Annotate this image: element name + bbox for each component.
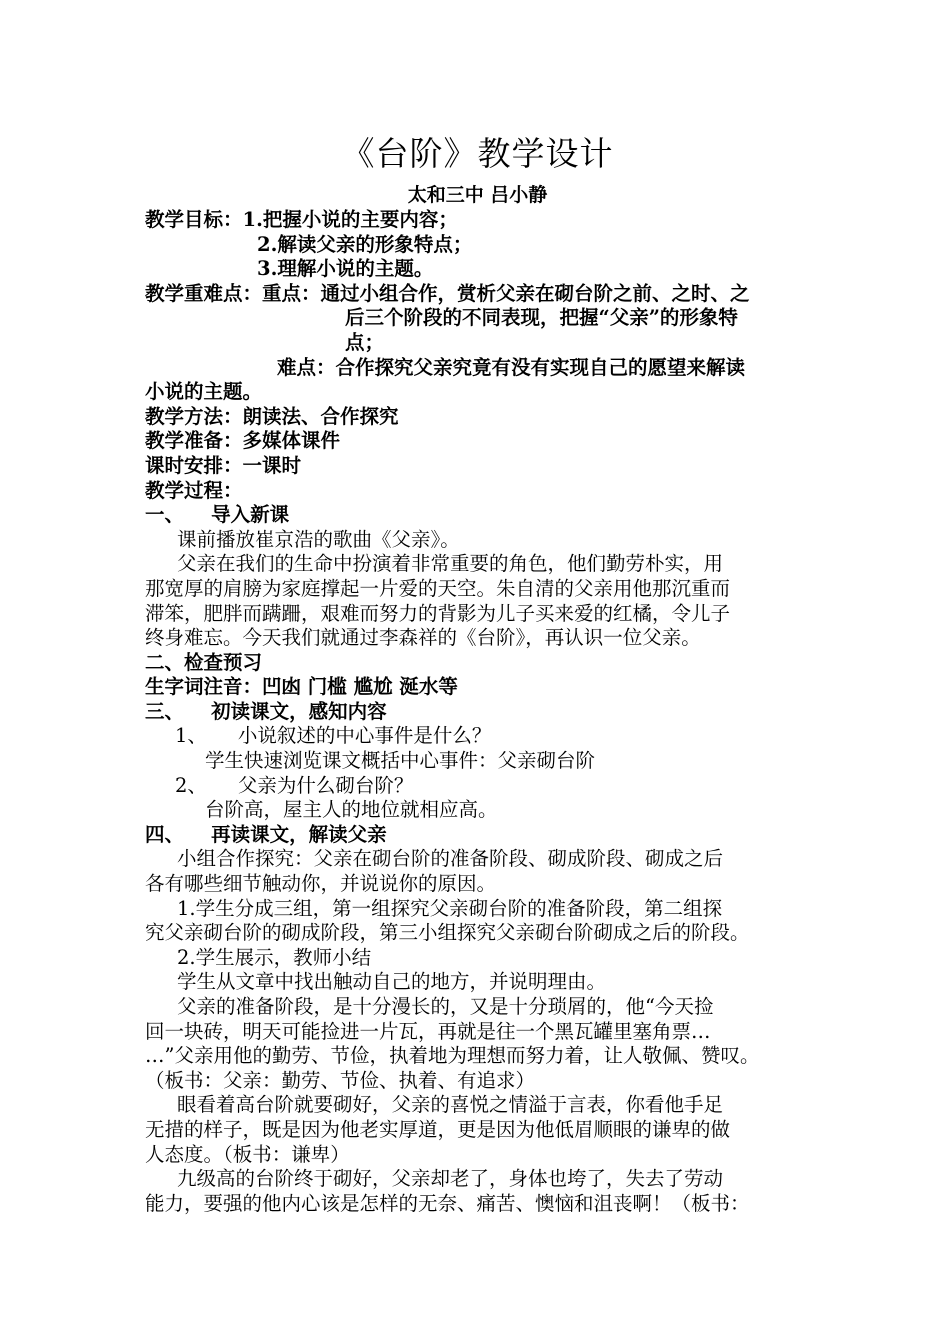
keypoints-label: 教学重难点： <box>145 281 263 305</box>
keypoint-text-2: 后三个阶段的不同表现，把握“父亲”的形象特 <box>345 306 738 330</box>
section-1-title: 一、 导入新课 <box>145 503 290 527</box>
section-4-paragraph-7-line-2: 能力，要强的他内心该是怎样的无奈、痛苦、懊恼和沮丧啊！（板书： <box>145 1191 750 1215</box>
section-4-paragraph-1-line-1: 小组合作探究：父亲在砌台阶的准备阶段、砌成阶段、砌成之后 <box>177 847 724 871</box>
section-2-text: 生字词注音：凹凼 门槛 尴尬 涎水等 <box>145 675 458 699</box>
section-4-paragraph-5-line-3: …”父亲用他的勤劳、节俭，执着地为理想而努力着，让人敬佩、赞叹。 <box>145 1044 760 1068</box>
objective-2: 2.解读父亲的形象特点； <box>257 232 473 256</box>
section-4-paragraph-1-line-2: 各有哪些细节触动你，并说说你的原因。 <box>145 872 497 896</box>
teaching-preparation: 教学准备：多媒体课件 <box>145 429 341 453</box>
section-1-paragraph-1: 课前播放崔京浩的歌曲《父亲》。 <box>177 527 460 551</box>
document-page <box>145 120 810 1216</box>
class-schedule: 课时安排：一课时 <box>145 453 302 477</box>
objective-3: 3.理解小说的主题。 <box>257 257 434 281</box>
section-4-paragraph-7-line-1: 九级高的台阶终于砌好，父亲却老了，身体也垮了，失去了劳动 <box>177 1167 724 1191</box>
teaching-method: 教学方法：朗读法、合作探究 <box>145 404 399 428</box>
section-4-paragraph-5-line-2: 回一块砖，明天可能捡进一片瓦，再就是往一个黑瓦罐里塞角票… <box>145 1019 711 1043</box>
section-4-paragraph-5-line-1: 父亲的准备阶段，是十分漫长的，又是十分琐屑的，他“今天捡 <box>177 995 714 1018</box>
section-4-paragraph-4: 学生从文章中找出触动自己的地方，并说明理由。 <box>177 970 607 994</box>
section-4-paragraph-2-line-1: 1.学生分成三组，第一组探究父亲砌台阶的准备阶段，第二组探 <box>177 896 723 920</box>
objective-1: 1.把握小说的主要内容； <box>242 208 458 231</box>
objectives-label: 教学目标： <box>145 208 243 231</box>
document-title: 《台阶》教学设计 <box>341 134 614 173</box>
section-1-paragraph-2-line-4: 终身难忘。今天我们就通过李森祥的《台阶》，再认识一位父亲。 <box>145 626 701 650</box>
section-1-paragraph-2-line-1: 父亲在我们的生命中扮演着非常重要的角色，他们勤劳朴实，用 <box>177 552 724 576</box>
difficulty-text-2: 小说的主题。 <box>145 380 263 404</box>
section-3-question-2: 2、 父亲为什么砌台阶？ <box>175 773 414 797</box>
keypoint-text-3: 点； <box>345 330 385 354</box>
section-4-paragraph-3: 2.学生展示，教师小结 <box>177 945 372 969</box>
section-2-title: 二、检查预习 <box>145 650 263 674</box>
difficulty-text-1: 难点：合作探究父亲究竟有没有实现自己的愿望来解读 <box>277 355 746 379</box>
section-1-paragraph-2-line-3: 滞笨，肥胖而蹒跚，艰难而努力的背影为儿子买来爱的红橘，令儿子 <box>145 601 731 625</box>
section-3-answer-1: 学生快速浏览课文概括中心事件：父亲砌台阶 <box>205 749 596 773</box>
section-3-question-1: 1、 小说叙述的中心事件是什么？ <box>175 724 492 748</box>
keypoints-line-1 <box>145 282 810 307</box>
process-label: 教学过程： <box>145 478 243 502</box>
section-4-paragraph-6-line-3: 人态度。（板书：谦卑） <box>145 1142 350 1166</box>
keypoint-text-1: 重点：通过小组合作，赏析父亲在砌台阶之前、之时、之 <box>262 281 750 305</box>
section-4-title: 四、 再读课文，解读父亲 <box>145 822 387 846</box>
section-1-paragraph-2-line-2: 那宽厚的肩膀为家庭撑起一片爱的天空。朱自清的父亲用他那沉重而 <box>145 576 731 600</box>
section-4-paragraph-6-line-1: 眼看着高台阶就要砌好，父亲的喜悦之情溢于言表，你看他手足 <box>177 1093 724 1117</box>
section-3-title: 三、 初读课文，感知内容 <box>145 699 387 723</box>
section-3-answer-2: 台阶高，屋主人的地位就相应高。 <box>205 798 498 822</box>
objectives-line-1 <box>145 208 810 233</box>
section-4-paragraph-2-line-2: 究父亲砌台阶的砌成阶段，第三小组探究父亲砌台阶砌成之后的阶段。 <box>145 921 750 945</box>
section-4-paragraph-6-line-2: 无措的样子，既是因为他老实厚道，更是因为他低眉顺眼的谦卑的做 <box>145 1117 731 1141</box>
document-author: 太和三中 吕小静 <box>407 184 548 206</box>
section-4-paragraph-5-line-4: （板书：父亲：勤劳、节俭、执着、有追求） <box>145 1068 536 1092</box>
